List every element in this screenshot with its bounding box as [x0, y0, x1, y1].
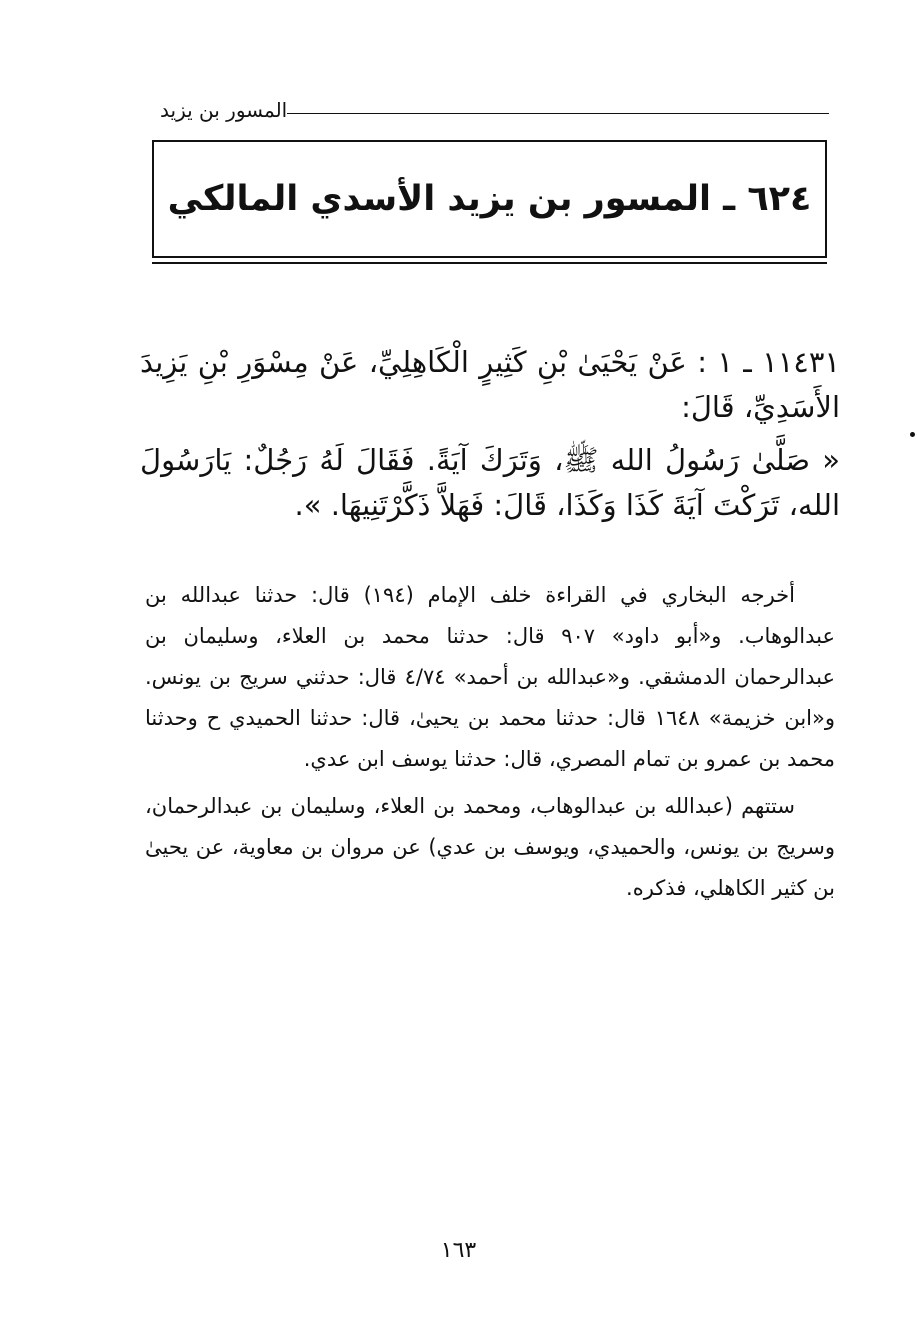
entry-title: ٦٢٤ ـ المسور بن يزيد الأسدي المالكي — [167, 179, 812, 219]
title-underline — [152, 262, 827, 264]
page-number: ١٦٣ — [440, 1238, 477, 1263]
entry-title-box — [152, 140, 827, 258]
hadith-text — [140, 340, 840, 536]
running-header — [150, 96, 829, 124]
summary-paragraph: ستتهم (عبدالله بن عبدالوهاب، ومحمد بن العلاء، وسليمان بن عبدالرحمان، وسريج بن يونس، والحميدي، ويوسف بن عدي) عن مروان بن معاوية، عن يحيىٰ بن كثير الكاهلي، فذكره. — [145, 793, 835, 900]
running-title: المسور بن يزيد — [160, 98, 288, 122]
takhrij-notes — [145, 575, 835, 915]
hadith-matn: « صَلَّىٰ رَسُولُ الله ﷺ، وَتَرَكَ آيَةً. فَقَالَ لَهُ رَجُلٌ: يَارَسُولَ الله، تَرَكْتَ آيَةَ كَذَا وَكَذَا، قَالَ: فَهَلاَّ ذَكَّرْتَنِيهَا. ». — [140, 442, 840, 522]
takhrij-paragraph: أخرجه البخاري في القراءة خلف الإمام (١٩٤) قال: حدثنا عبدالله بن عبدالوهاب. و«أبو داود» ٩٠٧ قال: حدثنا محمد بن العلاء، وسليمان بن عبدالرحمان الدمشقي. و«عبدالله بن أحمد» ٤/٧٤ قال: حدثني سريج بن يونس. و«ابن خزيمة» ١٦٤٨ قال: حدثنا محمد بن يحيىٰ، قال: حدثنا الحميدي ح وحدثنا محمد بن عمرو بن تمام المصري، قال: حدثنا يوسف ابن عدي. — [145, 583, 835, 771]
header-rule — [287, 113, 829, 114]
hadith-isnad: ١١٤٣١ ـ ١ : عَنْ يَحْيَىٰ بْنِ كَثِيرٍ الْكَاهِلِيِّ، عَنْ مِسْوَرِ بْنِ يَزِيدَ الأَسَدِيِّ، قَالَ: — [140, 345, 841, 424]
margin-dot — [910, 432, 915, 437]
